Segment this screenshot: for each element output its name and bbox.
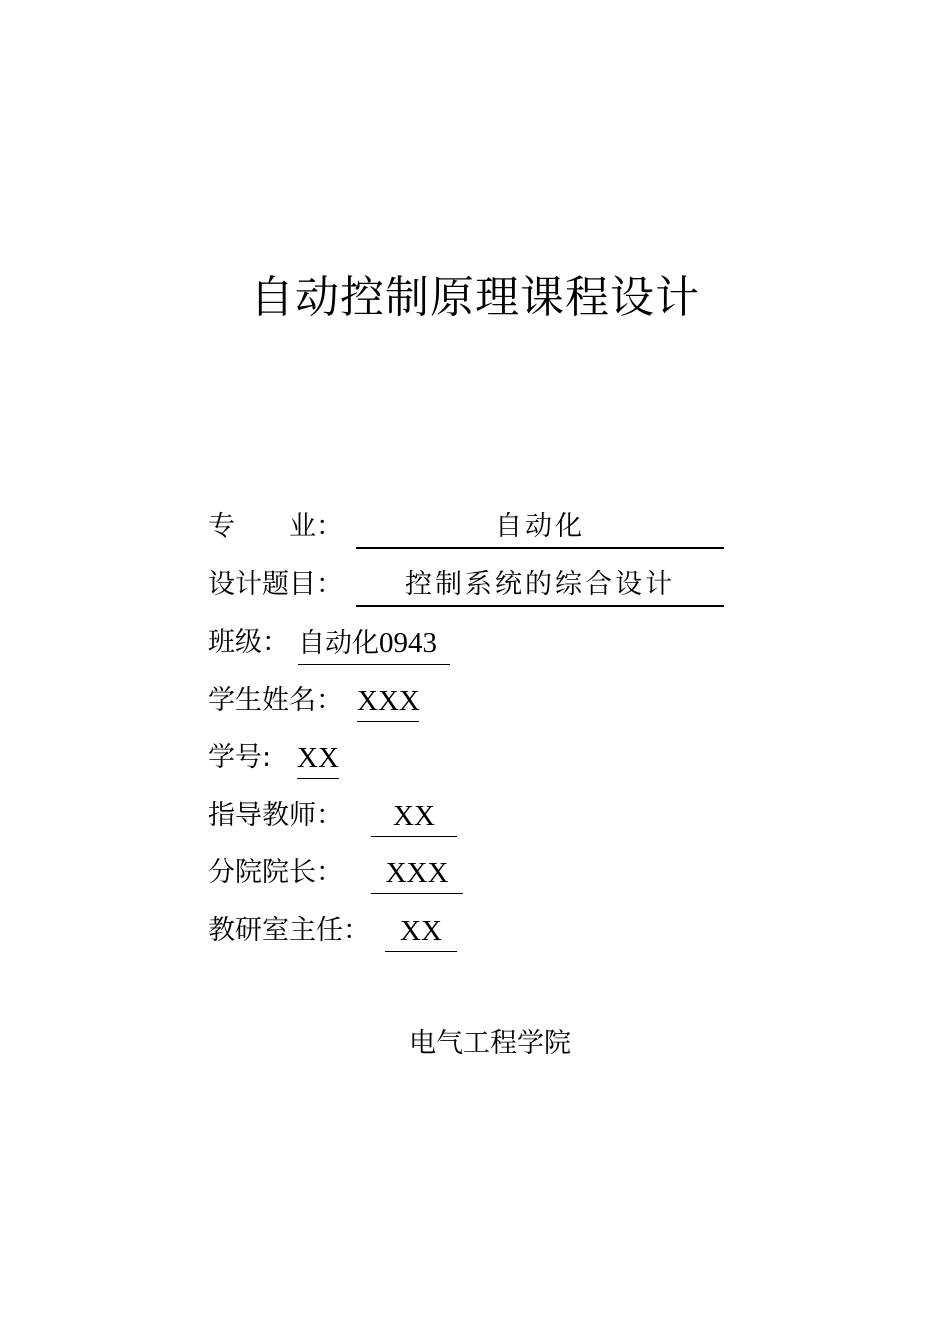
student-underline	[357, 721, 419, 722]
major-underline	[356, 547, 724, 549]
student-label: 学生姓名：	[208, 685, 343, 716]
student-id-value: XX	[297, 742, 339, 774]
advisor-value: XX	[393, 800, 435, 832]
class-value-text: 自动化	[298, 628, 379, 659]
director-label: 教研室主任：	[208, 915, 370, 946]
topic-value: 控制系统的综合设计	[405, 569, 675, 600]
class-value-number: 0943	[379, 627, 437, 659]
class-label: 班级：	[208, 627, 289, 658]
major-value: 自动化	[495, 511, 585, 542]
advisor-underline	[371, 836, 457, 837]
student-id-label: 学号:	[208, 742, 272, 773]
director-value: XX	[400, 915, 442, 947]
dean-label: 分院院长：	[208, 857, 343, 888]
topic-label: 设计题目：	[208, 569, 343, 600]
college-name: 电气工程学院	[409, 1028, 571, 1059]
student-id-underline	[297, 778, 339, 779]
advisor-label: 指导教师：	[208, 800, 343, 831]
document-title: 自动控制原理课程设计	[250, 272, 700, 323]
director-underline	[385, 951, 457, 952]
class-value	[298, 626, 450, 661]
topic-underline	[356, 605, 724, 607]
dean-underline	[371, 893, 463, 894]
class-underline	[298, 664, 450, 665]
dean-value: XXX	[385, 857, 449, 889]
major-label: 专 业：	[208, 511, 343, 542]
student-value: XXX	[357, 685, 420, 717]
